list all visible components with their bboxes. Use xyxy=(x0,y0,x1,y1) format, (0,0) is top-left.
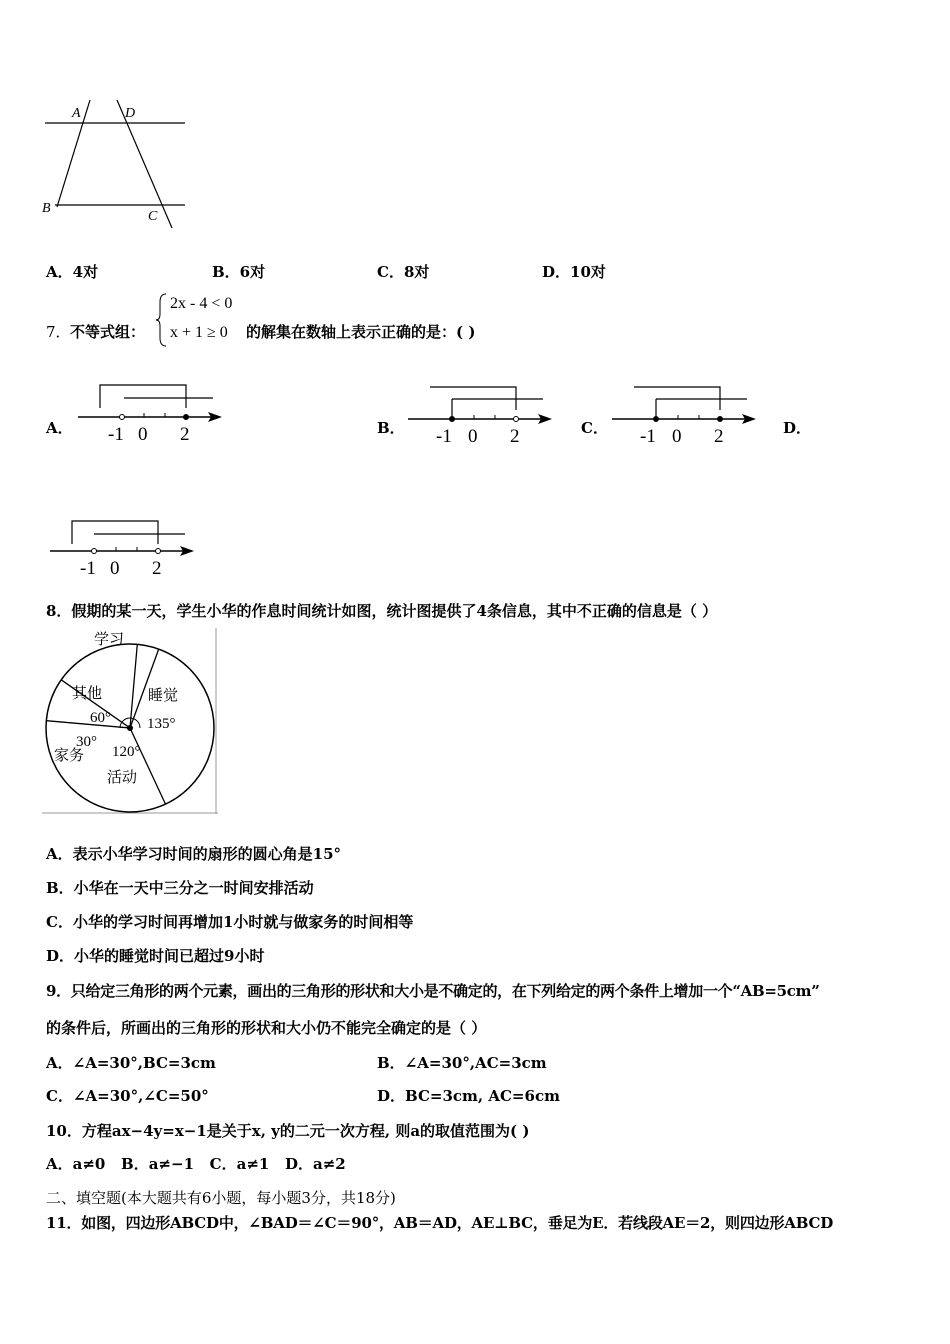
parallel-lines-figure xyxy=(40,95,190,235)
q7-number: 7． xyxy=(46,323,71,341)
pie-slice-boundary-2 xyxy=(46,721,130,728)
q6-option-c: C．8对 xyxy=(377,263,430,281)
label-b: B xyxy=(42,201,51,216)
point-minus-1 xyxy=(654,417,659,422)
tick-label-0: 0 xyxy=(468,426,478,447)
q7-option-c-label: C． xyxy=(581,419,608,437)
slice-label-housework: 家务 xyxy=(54,748,85,764)
angle-label-housework: 30° xyxy=(76,734,97,750)
tick-label-2: 2 xyxy=(714,426,724,447)
q7-option-b-label: B． xyxy=(377,419,405,437)
pie-center xyxy=(127,725,133,731)
label-a: A xyxy=(72,106,81,121)
q7-inequality-2: x + 1 ≥ 0 xyxy=(170,324,228,341)
pie-chart xyxy=(42,628,218,814)
point-minus-1 xyxy=(92,549,97,554)
point-2 xyxy=(514,417,519,422)
pie-slice-boundary-4 xyxy=(130,644,137,728)
tick-label-2: 2 xyxy=(510,426,520,447)
q7-suffix: 的解集在数轴上表示正确的是：( ) xyxy=(246,323,476,341)
q8-question: 8．假期的某一天，学生小华的作息时间统计如图，统计图提供了4条信息，其中不正确的信息是（ ） xyxy=(46,602,718,620)
tick-label-0: 0 xyxy=(110,558,120,579)
angle-label-other: 60° xyxy=(90,710,111,726)
q7-inequality-1: 2x - 4 < 0 xyxy=(170,295,233,312)
solution-bracket xyxy=(72,521,158,544)
point-2 xyxy=(718,417,723,422)
angle-label-activity: 120° xyxy=(112,744,141,760)
q9-question-line2: 的条件后，所画出的三角形的形状和大小仍不能完全确定的是（ ） xyxy=(46,1019,487,1037)
q10-options: A．a≠0 B．a≠−1 C．a≠1 D．a≠2 xyxy=(46,1155,346,1173)
number-line-b xyxy=(408,382,558,452)
number-line-d xyxy=(50,516,200,586)
angle-label-sleep: 135° xyxy=(147,716,176,732)
pie-slice-boundary-1 xyxy=(130,728,166,804)
tick-label-m1: -1 xyxy=(80,558,96,579)
q9-option-c: C．∠A=30°,∠C=50° xyxy=(46,1087,209,1105)
section-title: 二、填空题(本大题共有6小题，每小题3分，共18分) xyxy=(46,1189,396,1207)
q8-option-b: B．小华在一天中三分之一时间安排活动 xyxy=(46,879,314,897)
q7-option-a-label: A． xyxy=(46,419,73,437)
slice-label-sleep: 睡觉 xyxy=(148,688,179,704)
point-2 xyxy=(184,415,189,420)
q7-option-d-label: D． xyxy=(783,419,812,437)
q11-question: 11．如图，四边形ABCD中，∠BAD＝∠C＝90°，AB＝AD，AE⊥BC，垂足为E．若线段AE＝2，则四边形ABCD xyxy=(46,1214,834,1232)
q9-option-b: B．∠A=30°,AC=3cm xyxy=(377,1054,547,1072)
slice-label-study: 学习 xyxy=(94,632,125,648)
label-c: C xyxy=(148,209,158,224)
q10-question: 10．方程ax−4y=x−1是关于x, y的二元一次方程, 则a的取值范围为( ) xyxy=(46,1122,530,1140)
q8-option-d: D．小华的睡觉时间已超过9小时 xyxy=(46,947,265,965)
q9-option-a: A．∠A=30°,BC=3cm xyxy=(46,1054,216,1072)
q7-brace xyxy=(156,292,168,348)
number-line-a xyxy=(78,380,228,450)
point-minus-1 xyxy=(120,415,125,420)
tick-label-0: 0 xyxy=(672,426,682,447)
tick-label-2: 2 xyxy=(180,424,190,445)
q7-prefix: 不等式组： xyxy=(70,323,146,341)
tick-label-0: 0 xyxy=(138,424,148,445)
tick-label-m1: -1 xyxy=(108,424,124,445)
tick-label-2: 2 xyxy=(152,558,162,579)
tick-label-m1: -1 xyxy=(640,426,656,447)
q6-option-d: D．10对 xyxy=(542,263,606,281)
solution-bracket xyxy=(100,385,186,408)
point-minus-1 xyxy=(450,417,455,422)
q6-option-b: B．6对 xyxy=(212,263,266,281)
q9-question-line1: 9．只给定三角形的两个元素，画出的三角形的形状和大小是不确定的，在下列给定的两个条件上增加一个“AB=5cm” xyxy=(46,982,820,1000)
point-2 xyxy=(156,549,161,554)
slice-label-activity: 活动 xyxy=(107,770,138,786)
label-d: D xyxy=(125,106,136,121)
q8-option-a: A．表示小华学习时间的扇形的圆心角是15° xyxy=(46,845,342,863)
tick-label-m1: -1 xyxy=(436,426,452,447)
slice-label-other: 其他 xyxy=(72,686,103,702)
q8-option-c: C．小华的学习时间再增加1小时就与做家务的时间相等 xyxy=(46,913,414,931)
q9-option-d: D．BC=3cm, AC=6cm xyxy=(377,1087,560,1105)
q6-option-a: A．4对 xyxy=(46,263,99,281)
number-line-c xyxy=(612,382,762,452)
